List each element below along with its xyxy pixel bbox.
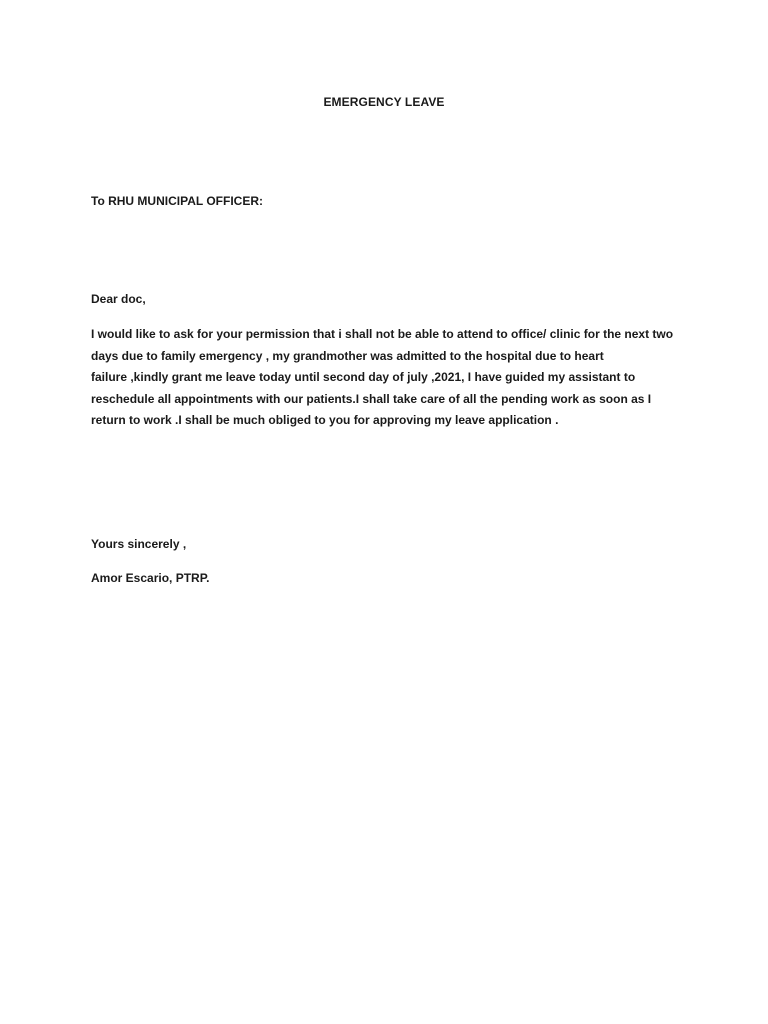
recipient-line: To RHU MUNICIPAL OFFICER: bbox=[91, 194, 263, 208]
body-line: failure ,kindly grant me leave today until second day of july ,2021, I have guided my assistant to bbox=[91, 370, 636, 384]
body-line: reschedule all appointments with our patients.I shall take care of all the pending work as soon as I bbox=[91, 391, 652, 406]
closing: Yours sincerely , bbox=[91, 537, 187, 551]
document-title: EMERGENCY LEAVE bbox=[323, 95, 445, 109]
body-line: days due to family emergency , my grandmother was admitted to the hospital due to heart bbox=[91, 348, 604, 363]
body-line: I would like to ask for your permission that i shall not be able to attend to office/ clinic for the next two bbox=[91, 327, 674, 341]
signature-name: Amor Escario, PTRP. bbox=[91, 571, 210, 585]
salutation: Dear doc, bbox=[91, 292, 146, 306]
letter-body bbox=[91, 324, 681, 432]
body-line: return to work .I shall be much obliged to you for approving my leave application . bbox=[91, 413, 559, 427]
